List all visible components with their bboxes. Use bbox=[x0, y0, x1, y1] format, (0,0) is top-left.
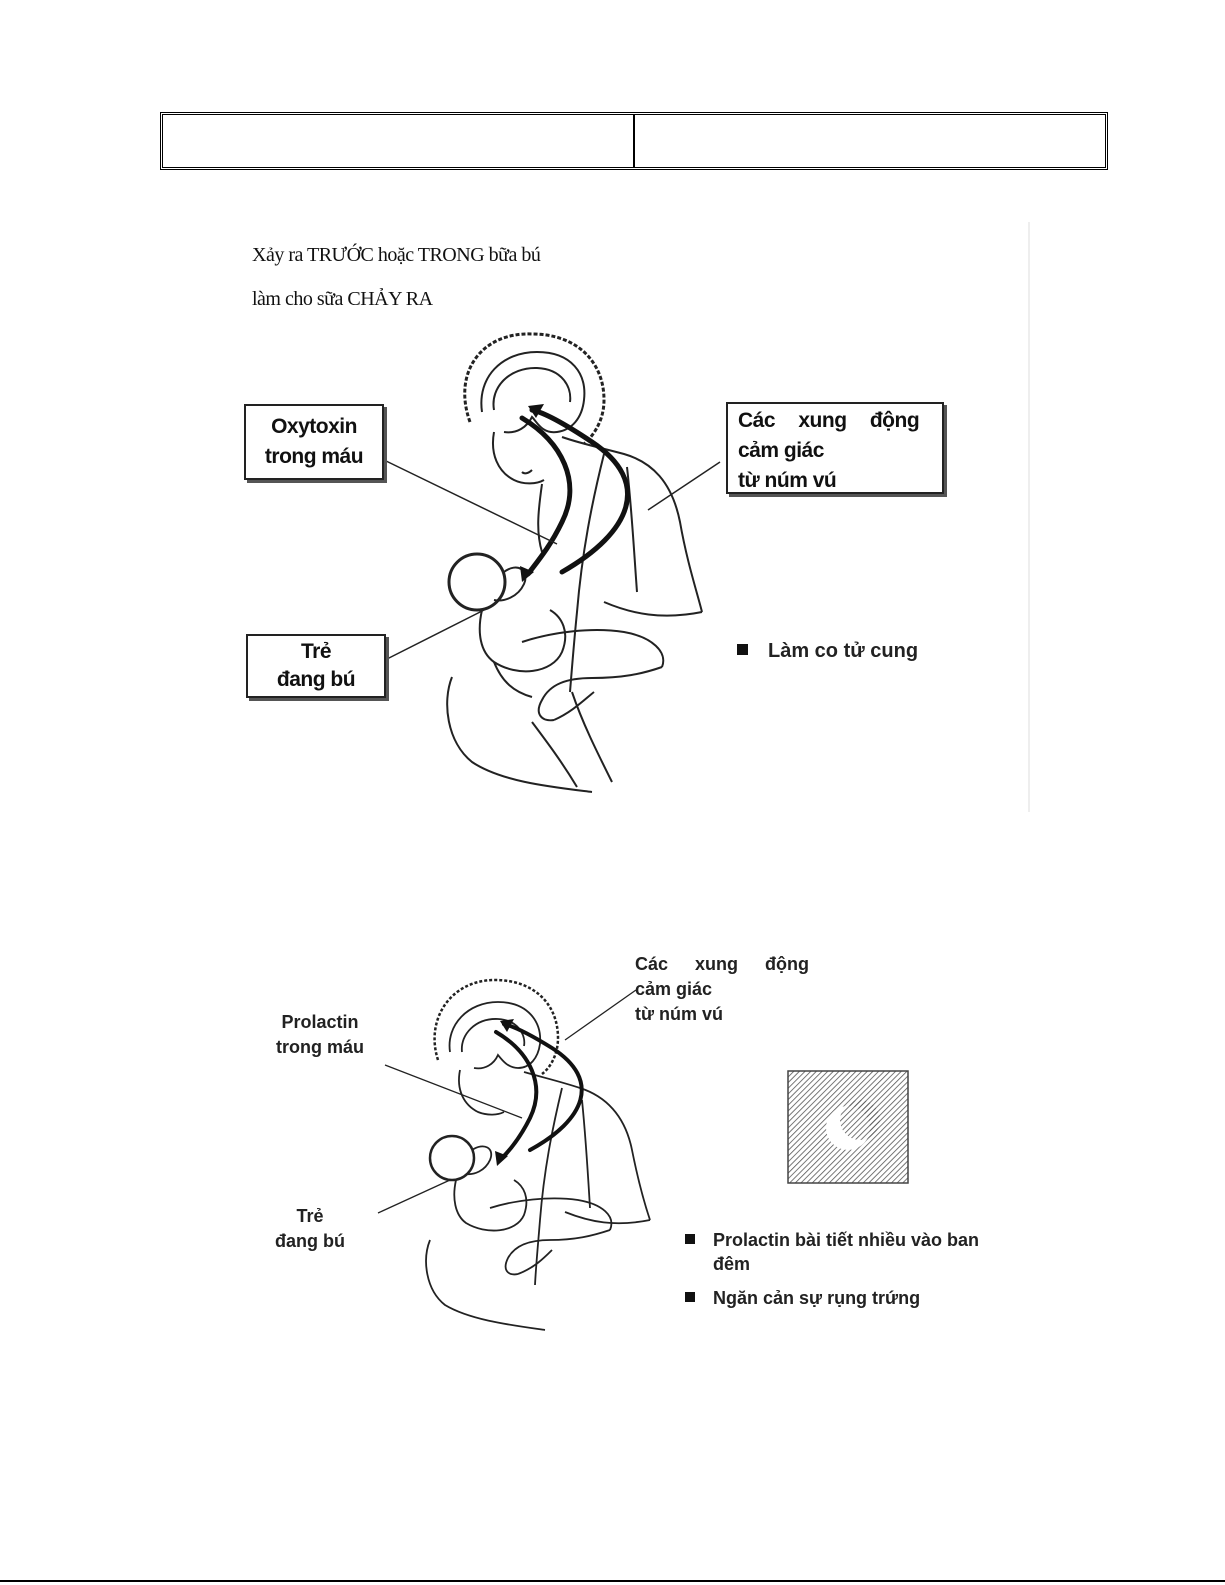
oxytocin-reflex-figure bbox=[232, 222, 1032, 812]
baby-label-line1: Trẻ bbox=[296, 1206, 324, 1226]
prolactin-label-line1: Prolactin bbox=[281, 1012, 359, 1032]
bullet-square-icon bbox=[685, 1292, 695, 1302]
figure1-caption-line1: Xảy ra TRƯỚC hoặc TRONG bữa bú bbox=[252, 244, 541, 266]
bottom-rule bbox=[0, 1580, 1225, 1582]
impulses-label-line3: từ núm vú bbox=[738, 469, 837, 492]
impulses-label-line1: Các xung động bbox=[635, 954, 809, 974]
impulses-label-line2: cảm giác bbox=[635, 979, 713, 999]
figure2-bullet-2 bbox=[685, 1286, 1005, 1310]
prolactin-label bbox=[260, 1010, 380, 1060]
bullet-square-icon bbox=[685, 1234, 695, 1244]
bullet-square-icon bbox=[737, 644, 748, 655]
header-table bbox=[160, 112, 1108, 170]
baby-label bbox=[260, 1204, 360, 1254]
impulses-label-line3: từ núm vú bbox=[635, 1004, 724, 1024]
figure1-caption-line2: làm cho sữa CHẢY RA bbox=[252, 288, 433, 310]
baby-label-line2: đang bú bbox=[275, 1231, 345, 1251]
figure1-bullet bbox=[737, 640, 918, 663]
baby-label-line1: Trẻ bbox=[300, 640, 332, 663]
figure2-bullet-1-text: Prolactin bài tiết nhiều vào ban đêm bbox=[713, 1230, 980, 1274]
header-cell-left bbox=[163, 115, 633, 167]
impulses-label-line1: Các xung động bbox=[738, 409, 920, 432]
impulses-label bbox=[635, 952, 815, 1027]
figure1-bullet-text: Làm co tử cung bbox=[768, 640, 919, 662]
impulses-label-line2: cảm giác bbox=[738, 439, 824, 462]
oxytocin-label-box bbox=[244, 404, 384, 480]
oxytocin-label-line2: trong máu bbox=[264, 445, 364, 468]
baby-label-box bbox=[246, 634, 386, 698]
impulses-label-box bbox=[726, 402, 944, 494]
figure2-bullet-1 bbox=[685, 1228, 1005, 1276]
header-cell-right bbox=[633, 115, 1105, 167]
baby-label-line2: đang bú bbox=[276, 668, 356, 691]
prolactin-label-line2: trong máu bbox=[276, 1037, 364, 1057]
oxytocin-label-line1: Oxytoxin bbox=[271, 415, 357, 438]
figure2-bullet-2-text: Ngăn cản sự rụng trứng bbox=[713, 1288, 921, 1308]
prolactin-reflex-figure bbox=[240, 940, 1030, 1340]
